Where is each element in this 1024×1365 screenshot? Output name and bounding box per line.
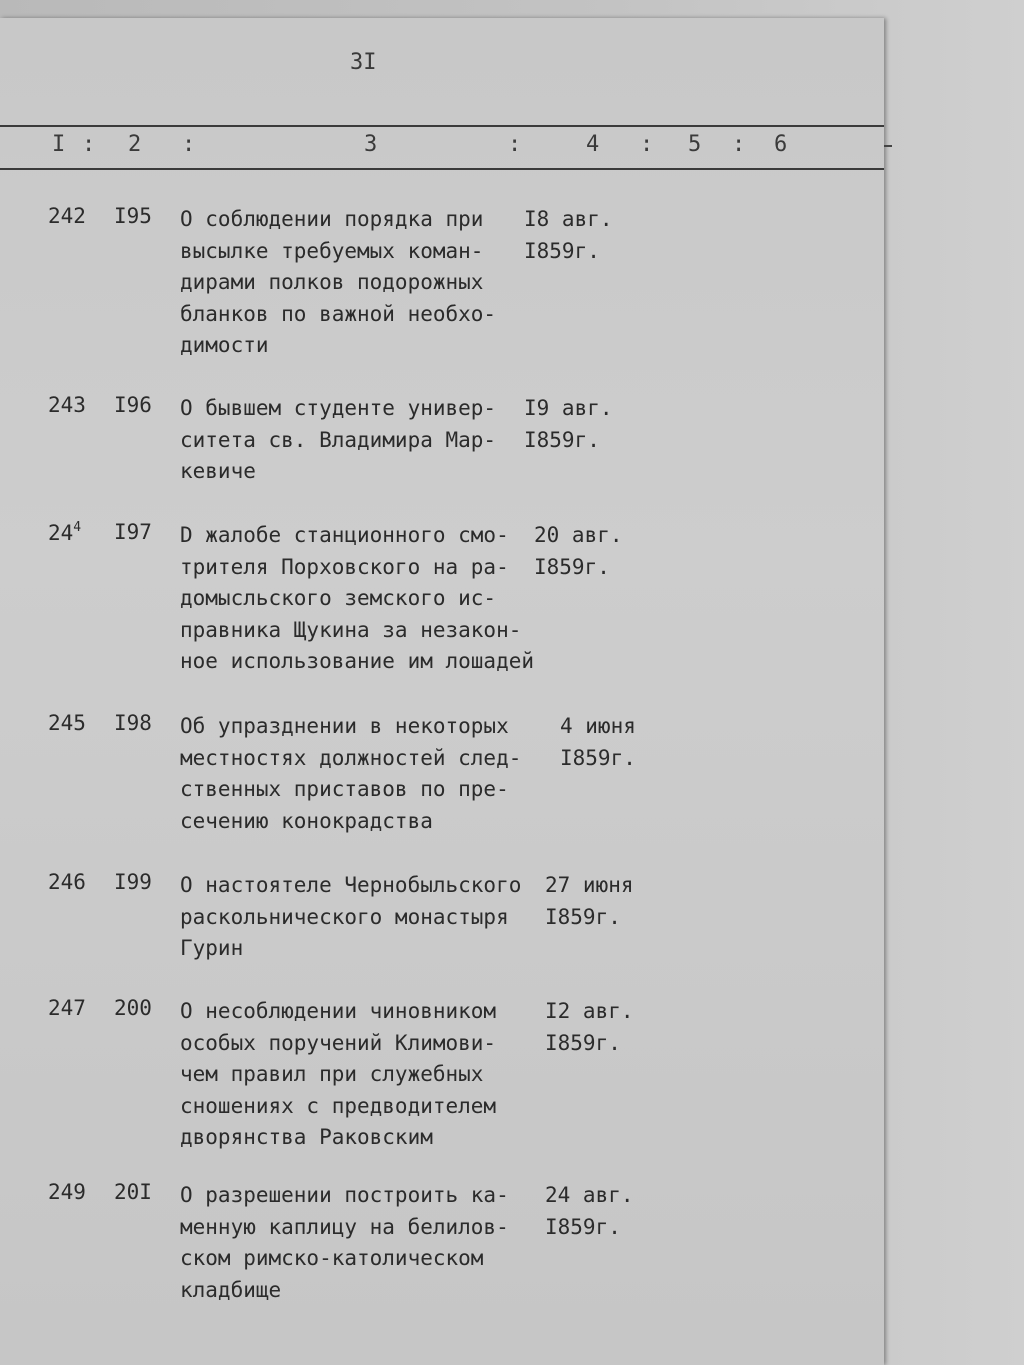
row-number: 245 (48, 711, 86, 735)
case-date-line: 24 авг. (545, 1183, 634, 1207)
header-col-3: 3 (364, 132, 378, 157)
case-title-line: димости (180, 333, 269, 357)
case-title (180, 996, 550, 1154)
header-separator: : (732, 132, 746, 157)
case-title-line: особых поручений Климови- (180, 1030, 497, 1055)
case-title (180, 204, 550, 362)
case-title-line: ственных приставов по пре- (180, 777, 509, 801)
case-date-line: I859г. (534, 554, 610, 579)
header-separator: : (182, 132, 196, 157)
case-title-line: О настоятеле Чернобыльского (180, 873, 522, 897)
case-date-line: I859г. (524, 238, 600, 263)
header-col-2: 2 (128, 132, 142, 157)
case-date-line: I859г. (545, 1030, 621, 1055)
header-separator: : (508, 132, 522, 157)
case-date-line: I859г. (560, 745, 636, 770)
header-rule-top (0, 125, 884, 127)
page-number: 3I (350, 50, 377, 75)
case-date (545, 996, 634, 1059)
case-title-line: домысльского земского ис- (180, 586, 497, 610)
header-rule-bottom (0, 168, 884, 170)
case-date (560, 711, 636, 774)
document-number: I98 (114, 711, 152, 735)
case-title-line: ском римско-католическом (180, 1246, 484, 1270)
case-title-line: сечению конокрадства (180, 808, 433, 833)
document-number: 20I (114, 1180, 152, 1204)
case-title-line: О несоблюдении чиновником (180, 999, 497, 1023)
case-date-line: I2 авг. (545, 999, 634, 1023)
document-number: I99 (114, 870, 152, 894)
case-date-line: 20 авг. (534, 523, 623, 547)
document-number: I95 (114, 204, 152, 228)
case-date-line: I859г. (545, 1214, 621, 1239)
case-date-line: I859г. (545, 904, 621, 929)
case-title-line: правника Щукина за незакон- (180, 617, 522, 642)
case-title-line: D жалобе станционного смо- (180, 523, 509, 547)
case-title-line: дворянства Раковским (180, 1125, 433, 1149)
row-number: 247 (48, 996, 86, 1020)
case-title-line: высылке требуемых коман- (180, 238, 484, 263)
case-title-line: О соблюдении порядка при (180, 207, 484, 231)
case-title-line: Гурин (180, 936, 244, 960)
case-title (180, 520, 550, 678)
case-title-line: О бывшем студенте универ- (180, 396, 497, 420)
case-title-line: Об упразднении в некоторых (180, 714, 509, 738)
document-number: I96 (114, 393, 152, 417)
case-date-line: I859г. (524, 427, 600, 452)
case-title-line: О разрешении построить ка- (180, 1183, 509, 1207)
header-col-5: 5 (688, 132, 702, 157)
case-title (180, 1180, 550, 1306)
row-number: 242 (48, 204, 86, 228)
header-col-4: 4 (586, 132, 600, 157)
case-title (180, 711, 550, 837)
case-title-line: ситета св. Владимира Мар- (180, 427, 497, 452)
header-separator: : (640, 132, 654, 157)
case-title-line: раскольнического монастыря (180, 904, 509, 929)
case-title-line: местностях должностей след- (180, 745, 522, 770)
case-date (545, 870, 634, 933)
row-number: 246 (48, 870, 86, 894)
document-number: 200 (114, 996, 152, 1020)
case-title-line: кладбище (180, 1277, 282, 1302)
case-date (524, 204, 613, 267)
document-number: I97 (114, 520, 152, 544)
header-separator: : (82, 132, 96, 157)
row-number-superscript: 4 (73, 520, 82, 535)
case-title-line: бланков по важной необхо- (180, 301, 497, 326)
edge-mark (884, 145, 892, 147)
case-title-line: дирами полков подорожных (180, 270, 484, 294)
case-title-line: менную каплицу на белилов- (180, 1214, 509, 1239)
case-date (545, 1180, 634, 1243)
row-number: 249 (48, 1180, 86, 1204)
case-date (524, 393, 613, 456)
row-number: 243 (48, 393, 86, 417)
case-title-line: кевиче (180, 459, 256, 483)
header-col-1: I (52, 132, 66, 157)
row-number: $24^4$ (48, 520, 82, 545)
case-date-line: 27 июня (545, 873, 634, 897)
case-title-line: чем правил при служебных (180, 1062, 484, 1086)
case-title-line: сношениях с предводителем (180, 1093, 497, 1118)
case-date (534, 520, 623, 583)
case-date-line: I8 авг. (524, 207, 613, 231)
case-title (180, 393, 550, 488)
case-title (180, 870, 550, 965)
case-date-line: I9 авг. (524, 396, 613, 420)
case-date-line: 4 июня (560, 714, 636, 738)
header-col-6: 6 (774, 132, 788, 157)
case-title-line: ное использование им лошадей (180, 649, 535, 673)
case-title-line: трителя Порховского на ра- (180, 554, 509, 579)
